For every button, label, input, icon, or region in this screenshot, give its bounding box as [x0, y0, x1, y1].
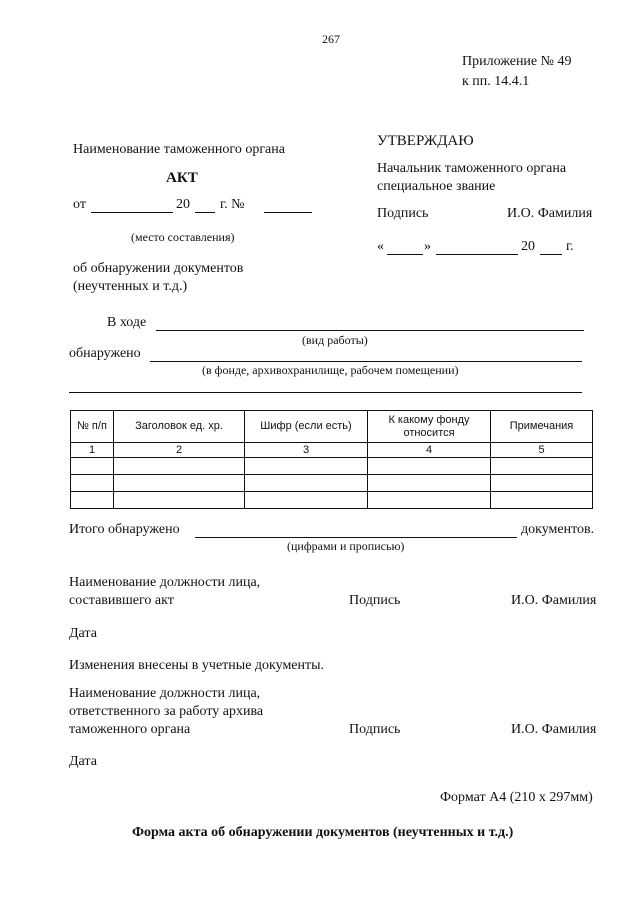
- compiler-date: Дата: [69, 626, 97, 641]
- changes-note: Изменения внесены в учетные документы.: [69, 658, 325, 673]
- approve-year-line: [540, 254, 562, 255]
- page-format: Формат А4 (210 х 297мм): [440, 790, 593, 805]
- found-label: обнаружено: [69, 346, 141, 361]
- found-place-hint: (в фонде, архивохранилище, рабочем помещении): [202, 363, 459, 377]
- compiler-position-line2: составившего акт: [69, 593, 174, 608]
- act-subject-line1: об обнаружении документов: [73, 261, 244, 276]
- work-line: [156, 330, 584, 331]
- act-year-suffix: г. №: [220, 197, 245, 212]
- responsible-name: И.О. Фамилия: [511, 722, 597, 737]
- table-row: [71, 492, 593, 509]
- act-year-line: [195, 212, 215, 213]
- act-subject-line2: (неучтенных и т.д.): [73, 279, 188, 294]
- approve-title: УТВЕРЖДАЮ: [377, 133, 474, 149]
- col-number-4: 4: [368, 443, 491, 458]
- approve-name: И.О. Фамилия: [507, 206, 593, 221]
- found-line-2: [69, 392, 582, 393]
- col-number-2: 2: [114, 443, 245, 458]
- act-number-line: [264, 212, 312, 213]
- col-header-code: Шифр (если есть): [245, 411, 368, 443]
- responsible-signature: Подпись: [349, 722, 401, 737]
- col-header-notes: Примечания: [491, 411, 593, 443]
- act-title: АКТ: [166, 170, 198, 186]
- act-from: от: [73, 197, 86, 212]
- col-header-fond: К какому фонду относится: [368, 411, 491, 443]
- appendix-number: Приложение № 49: [462, 54, 572, 69]
- documents-table: [70, 410, 593, 509]
- table-header-row: [71, 411, 593, 443]
- place-hint: (место составления): [131, 230, 235, 244]
- col-number-3: 3: [245, 443, 368, 458]
- approve-rank: специальное звание: [377, 179, 496, 194]
- approve-month-line: [436, 254, 518, 255]
- approve-date-open: «: [377, 239, 384, 254]
- compiler-name: И.О. Фамилия: [511, 593, 597, 608]
- total-line: [195, 537, 517, 538]
- responsible-date: Дата: [69, 754, 97, 769]
- responsible-position-line3: таможенного органа: [69, 722, 191, 737]
- col-number-5: 5: [491, 443, 593, 458]
- table-row: [71, 475, 593, 492]
- during-label: В ходе: [107, 315, 147, 330]
- compiler-position-line1: Наименование должности лица,: [69, 575, 261, 590]
- approve-date-close: »: [424, 239, 431, 254]
- responsible-position-line1: Наименование должности лица,: [69, 686, 261, 701]
- page-number: 267: [322, 32, 340, 46]
- responsible-position-line2: ответственного за работу архива: [69, 704, 264, 719]
- approve-position: Начальник таможенного органа: [377, 161, 567, 176]
- compiler-signature: Подпись: [349, 593, 401, 608]
- work-hint: (вид работы): [302, 333, 368, 347]
- total-suffix: документов.: [521, 522, 595, 537]
- form-caption: Форма акта об обнаружении документов (неучтенных и т.д.): [132, 825, 514, 840]
- approve-day-line: [387, 254, 423, 255]
- found-line: [150, 361, 582, 362]
- col-header-number: № п/п: [71, 411, 114, 443]
- col-number-1: 1: [71, 443, 114, 458]
- table-number-row: [71, 443, 593, 458]
- total-hint: (цифрами и прописью): [287, 539, 405, 553]
- approve-year-prefix: 20: [521, 239, 535, 254]
- act-date-line: [91, 212, 173, 213]
- act-year-prefix: 20: [176, 197, 190, 212]
- table-row: [71, 458, 593, 475]
- appendix-clause: к пп. 14.4.1: [462, 74, 530, 89]
- col-header-title: Заголовок ед. хр.: [114, 411, 245, 443]
- approve-signature: Подпись: [377, 206, 429, 221]
- org-name: Наименование таможенного органа: [73, 142, 285, 157]
- approve-year-suffix: г.: [566, 239, 574, 254]
- total-label: Итого обнаружено: [69, 522, 180, 537]
